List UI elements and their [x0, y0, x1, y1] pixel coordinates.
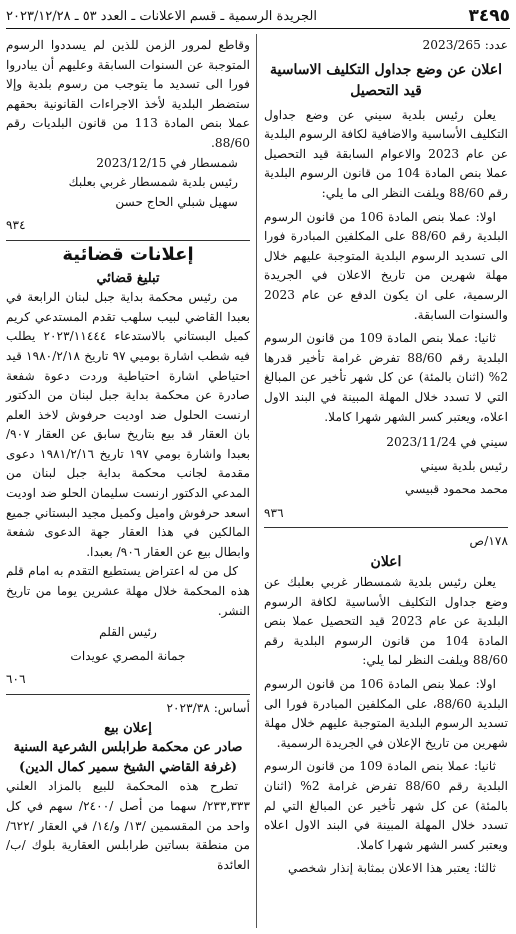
notice-code: ٩٣٤ [6, 218, 26, 233]
notice-clause-2: ثانيا: عملا بنص المادة 109 من قانون الرسوم البلدية رقم 88/60 تفرض غرامة تأخير قدرها 2% (اثنان بالمئة) عن كل شهر تأخير عن المبالغ التي لا تسدد خلال المهلة المبينة في البند الاول اعلاه، ويعتبر كسر الشهر شهرا كاملا. [264, 331, 508, 424]
section-title: إعلانات قضائية [62, 243, 194, 265]
notice-title: إعلان بيع [104, 720, 152, 736]
left-column [6, 36, 250, 934]
notice-body: يعلن رئيس بلدية سيني عن وضع جداول التكليف الأساسية والاضافية لكافة الرسوم البلدية عن عام 2023 والاعوام السابقة قيد التحصيل عملا بنص المادة 104 من قانون الرسوم البلدية رقم 88/60 ويلفت النظر الى ما يلي: [264, 107, 509, 200]
continued-text: وقاطع لمرور الزمن للذين لم يسددوا الرسوم المتوجبة عن السنوات السابقة وعليهم أن يبادروا فورا الى تسديد ما يتوجب من رسوم بلدية وإلا ستضطر البلدية لأخذ الاجراءات القانونية بحقهم عملا بنص المادة 113 من قانون البلديات رقم 88/60. [6, 38, 251, 150]
signature-role: رئيس بلدية سيني [420, 458, 508, 473]
signature-name: جمانة المصري عويدات [70, 648, 186, 663]
page-header [6, 6, 510, 26]
right-column [264, 36, 508, 934]
notice-body: يعلن رئيس بلدية شمسطار غربي بعلبك عن وضع جداول التكليف الأساسية لكافة الرسوم البلدية عن عام 2023 قيد التحصيل عملا بنص المادة 104 من قانون الرسوم البلدية رقم 88/60 ويلفت النظر لما يلي: [264, 575, 508, 668]
separator [264, 527, 508, 528]
notice-body: تطرح هذه المحكمة للبيع بالمزاد العلني ٢٣٣,٣٣٣/ سهما من أصل /٢٤٠٠/ سهم في كل واحد من المقسمين /١٣/ و/١٤/ في العقار /٦٢٢/ من منطقة بساتين طرابلس العقارية بلوك /ب/ العائدة [6, 779, 251, 872]
gazette-title: الجريدة الرسمية ـ قسم الاعلانات ـ العدد ٥٣ ـ ٢٠٢٣/١٢/٢٨ [6, 8, 317, 24]
signature-name: سهيل شبلي الحاج حسن [115, 194, 238, 209]
notice-clause-1: اولا: عملا بنص المادة 106 من قانون الرسوم البلدية 88/60، على المكلفين المبادرة فورا الى تسديد الرسوم البلدية المتوجبة عليهم خلال مهلة شهرين من تاريخ الإعلان في الجريدة الرسمية. [264, 677, 509, 750]
signature-role: رئيس القلم [99, 625, 157, 640]
notice-date: سيني في 2023/11/24 [386, 435, 508, 450]
notice-ref: ١٧٨/ص [469, 534, 508, 549]
notice-code: ٦٠٦ [6, 672, 26, 687]
notice-clause-1: اولا: عملا بنص المادة 106 من قانون الرسوم البلدية رقم 88/60 على المكلفين المبادرة فورا الى تسديد الرسوم البلدية المتوجبة عليهم خلال مهلة شهرين من تاريخ الاعلان في الجريدة الرسمية، على ان يكون الدفع عن عام 2023 والسنوات السابقة. [264, 209, 508, 322]
notice-clause-2: ثانيا: عملا بنص المادة 109 من قانون الرسوم البلدية رقم 88/60 تفرض غرامة 2% (اثنان بالمئة) عن كل شهر تأخير عن المبالغ التي لم تسدد خلال المهلة المبينة في البند الاول اعلاه ويعتبر كسر الشهر شهرا كاملا. [264, 759, 508, 852]
notice-ref: أساس: ٢٠٢٣/٣٨ [166, 701, 250, 715]
notice-clause: كل من له اعتراض يستطيع التقدم به امام قلم هذه المحكمة خلال مهلة عشرين يوما من تاريخ النشر. [6, 564, 250, 618]
notice-title: اعلان [370, 554, 402, 571]
notice-ref: عدد: 2023/265 [422, 38, 508, 52]
notice-date: شمسطار في 2023/12/15 [96, 155, 238, 170]
notice-subtitle: (غرفة القاضي الشيخ سمير كمال الدين) [18, 759, 238, 775]
signature-role: رئيس بلدية شمسطار غربي بعلبك [68, 175, 238, 190]
separator [6, 694, 250, 695]
notice-title: اعلان عن وضع جداول التكليف الاساسية قيد التحصيل [270, 61, 502, 99]
notice-title: تبليغ قضائي [96, 270, 160, 286]
column-divider [256, 34, 257, 928]
separator [6, 240, 250, 241]
notice-body: من رئيس محكمة بداية جبل لبنان الرابعة في بعبدا القاضي لبيب سلهب تقدم المستدعي كريم كميل البستاني بالاستدعاء ٢٠٢٣/١١٤٤٤ يطلب فيه شطب اشارة بوميي ٩٧ تاريخ ١٩٨٠/٢/١٨ قيد احتياطي اشارة احتياطية وردت دعوة شفعة صادرة عن محكمة بداية جبل لبنان من الدكتور ارنست الحلول ضد اوديت حرفوش لاخذ العلم بان العقار قد بيع بتاريخ سابق عن العقار ٩٠٧/ بعبدا واشارة بومي ١٩٧ تاريخ ١٩٨١/٢/١٦ دعوى مقدمة لجانب محكمة بداية جبل لبنان من المدعي الدكتور ارنست سليمان الحلو ضد اوديت اسعد حرفوش واميل وكميل مجيد البستاني جميع المالكين في هذا العقار جهة الدعوى شفعة وابطال بيع عن العقار ٩٠٦/ بعبدا. [6, 290, 250, 559]
header-rule [6, 28, 510, 29]
page-number: ٣٤٩٥ [468, 6, 510, 26]
notice-subtitle: صادر عن محكمة طرابلس الشرعية السنية [13, 740, 243, 756]
signature-name: محمد محمود قبيسي [405, 482, 508, 497]
notice-clause-3: ثالثا: يعتبر هذا الاعلان بمثابة إنذار شخصي [288, 861, 496, 876]
notice-code: ٩٣٦ [264, 505, 284, 520]
